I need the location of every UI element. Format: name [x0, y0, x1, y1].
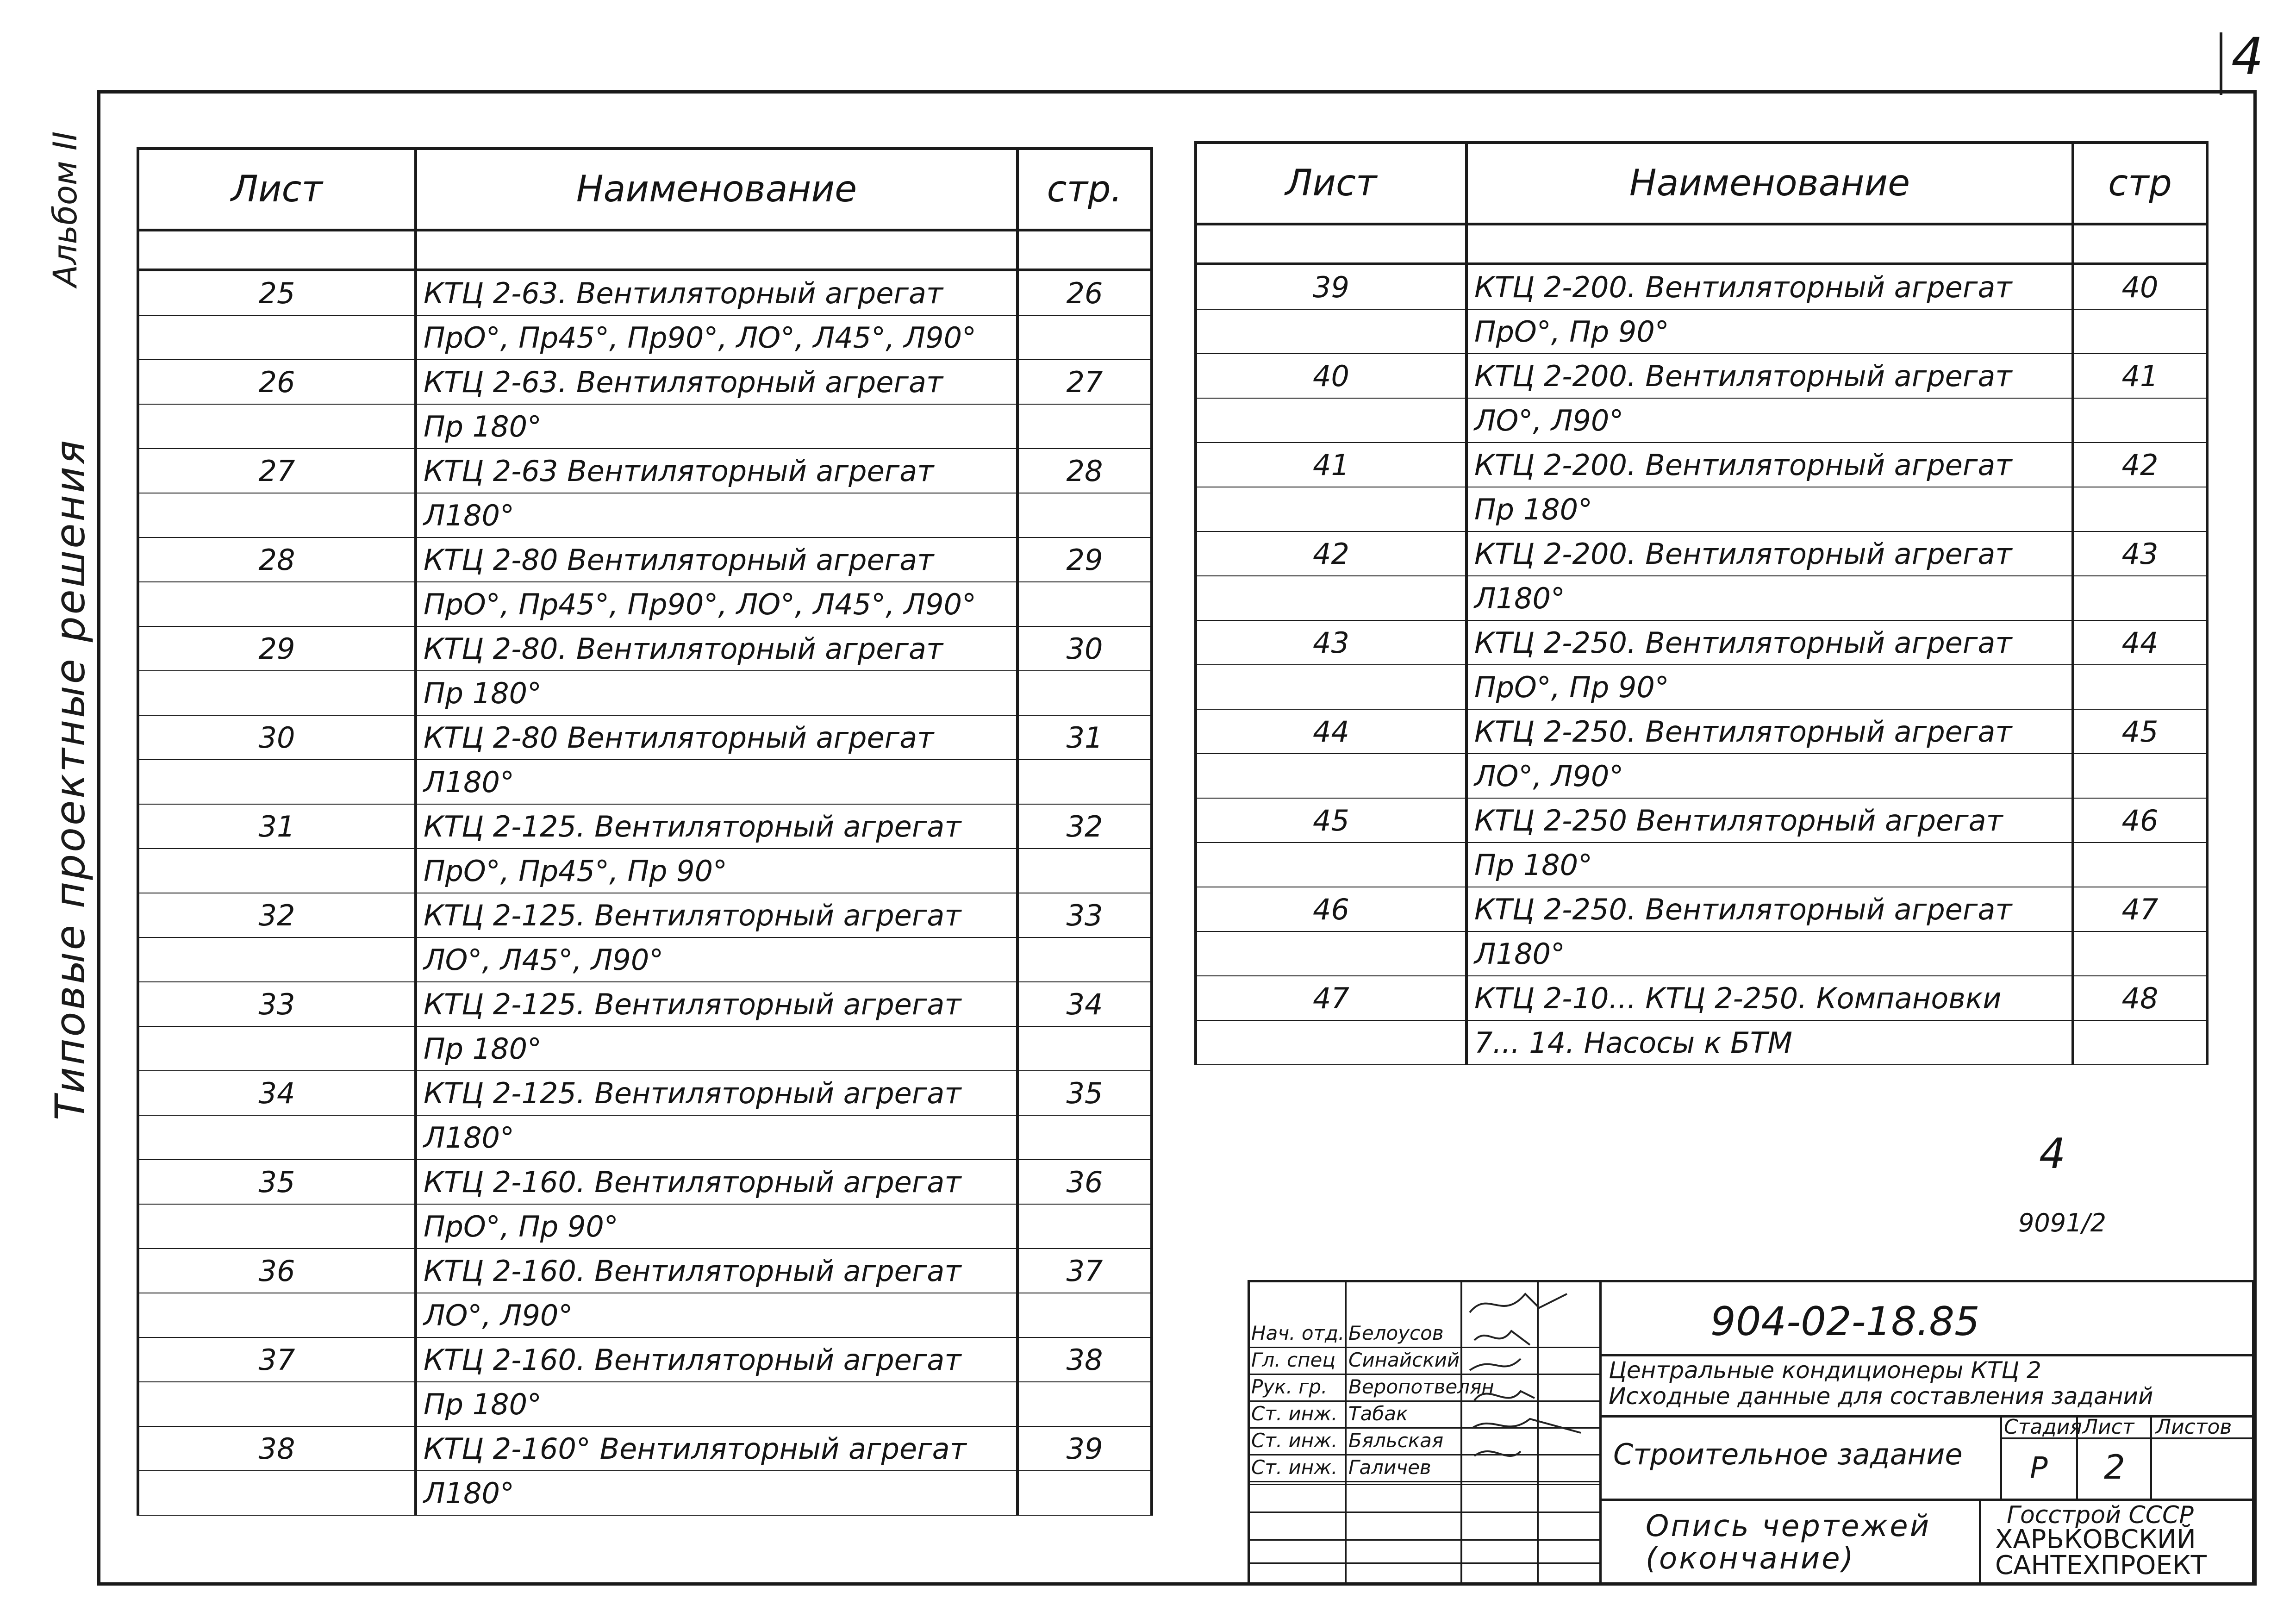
page-cell	[2073, 931, 2207, 976]
signatures	[1460, 1280, 1599, 1493]
page-cell	[1017, 760, 1152, 804]
name-cell: Пр 180°	[1466, 487, 2073, 531]
sheet-number-cell: 41	[1196, 443, 1466, 487]
name-cell: ЛО°, Л90°	[416, 1293, 1017, 1337]
name-cell: ПрО°, Пр45°, Пр90°, ЛО°, Л45°, Л90°	[416, 582, 1017, 626]
page-cell	[2073, 754, 2207, 798]
sheet-number-cell	[1196, 931, 1466, 976]
staff-name: Синайский	[1348, 1349, 1460, 1371]
sheet-number-cell: 36	[138, 1249, 416, 1293]
page-cell: 26	[1017, 270, 1152, 315]
staff-role: Ст. инж.	[1251, 1429, 1338, 1452]
page-cell: 35	[1017, 1071, 1152, 1115]
title-line-1: Центральные кондиционеры КТЦ 2	[1609, 1357, 2041, 1384]
page-cell: 33	[1017, 893, 1152, 937]
staff-row-divider-c	[1248, 1539, 1602, 1541]
page-cell: 41	[2073, 354, 2207, 398]
name-cell: КТЦ 2-160. Вентиляторный агрегат	[416, 1160, 1017, 1204]
page-cell: 28	[1017, 449, 1152, 493]
table-row	[1196, 264, 2207, 309]
sheet-number-cell	[138, 404, 416, 449]
page-cell	[2073, 398, 2207, 443]
signature-1	[1470, 1294, 1567, 1312]
page-cell: 47	[2073, 887, 2207, 931]
name-cell: КТЦ 2-125. Вентиляторный агрегат	[416, 1071, 1017, 1115]
margin-sheet-number: 4	[2039, 1130, 2066, 1178]
staff-role: Гл. спец	[1251, 1349, 1335, 1371]
sheet-number-cell	[138, 849, 416, 893]
table-row	[138, 1382, 1152, 1426]
staff-role: Ст. инж.	[1251, 1402, 1338, 1425]
sheet-number-cell: 42	[1196, 531, 1466, 576]
name-cell: ПрО°, Пр 90°	[1466, 665, 2073, 709]
drawing-list-table-right	[1194, 141, 2209, 1065]
sheet-number-cell: 31	[138, 804, 416, 849]
table-row	[138, 671, 1152, 715]
table-row	[1196, 976, 2207, 1020]
name-cell: Л180°	[416, 760, 1017, 804]
name-cell: КТЦ 2-63. Вентиляторный агрегат	[416, 270, 1017, 315]
sheet-number-cell: 47	[1196, 976, 1466, 1020]
page-cell: 36	[1017, 1160, 1152, 1204]
name-cell: КТЦ 2-80. Вентиляторный агрегат	[416, 626, 1017, 671]
title-line-2: Исходные данные для составления заданий	[1609, 1383, 2153, 1410]
name-divider	[1602, 1499, 2254, 1501]
sheet-label: Лист	[2083, 1415, 2134, 1439]
sheet-number-cell: 28	[138, 537, 416, 582]
name-cell: ПрО°, Пр45°, Пр90°, ЛО°, Л45°, Л90°	[416, 315, 1017, 360]
sheet-number-cell	[1196, 398, 1466, 443]
table-row	[1196, 754, 2207, 798]
sheet-number-cell: 38	[138, 1426, 416, 1471]
name-cell: КТЦ 2-10... КТЦ 2-250. Компановки	[1466, 976, 2073, 1020]
sheet-number-cell	[1196, 487, 1466, 531]
sheet-number-cell: 25	[138, 270, 416, 315]
page-cell: 46	[2073, 798, 2207, 843]
page-cell	[1017, 1026, 1152, 1071]
stage-value: Р	[2030, 1451, 2048, 1486]
table-row	[1196, 309, 2207, 354]
table-row	[138, 537, 1152, 582]
sheet-number-cell: 45	[1196, 798, 1466, 843]
table-row	[1196, 620, 2207, 665]
sheet-number-cell	[138, 493, 416, 537]
page-cell: 39	[1017, 1426, 1152, 1471]
sheet-number-cell	[1196, 665, 1466, 709]
table-row	[138, 982, 1152, 1026]
page-cell	[2073, 1020, 2207, 1065]
name-cell: Л180°	[416, 1115, 1017, 1160]
page-cell: 40	[2073, 264, 2207, 309]
drawing-list-table-left	[137, 147, 1153, 1516]
column-header-sheet: Лист	[138, 149, 416, 230]
document-code: 904-02-18.85	[1710, 1299, 1980, 1345]
sheet-number-cell	[138, 1382, 416, 1426]
table-row	[1196, 665, 2207, 709]
sheet-number-cell	[1196, 843, 1466, 887]
table-row	[138, 582, 1152, 626]
sheet-number-cell	[1196, 309, 1466, 354]
signature-5	[1472, 1419, 1581, 1433]
sheet-number-cell: 35	[138, 1160, 416, 1204]
name-cell: Пр 180°	[416, 1382, 1017, 1426]
staff-row-divider-d	[1248, 1562, 1602, 1564]
name-cell: ПрО°, Пр 90°	[1466, 309, 2073, 354]
name-cell: Пр 180°	[1466, 843, 2073, 887]
sheet-number-cell: 27	[138, 449, 416, 493]
page-cell	[1017, 404, 1152, 449]
drawing-name-line-1: Опись чертежей	[1646, 1509, 1931, 1543]
series-label: Типовые проектные решения	[46, 438, 94, 1120]
page-cell	[2073, 487, 2207, 531]
sheet-number-cell	[138, 1026, 416, 1071]
sheet-number-cell: 32	[138, 893, 416, 937]
org-divider	[1979, 1499, 1981, 1586]
table-row	[138, 1071, 1152, 1115]
page-cell: 31	[1017, 715, 1152, 760]
page-cell: 27	[1017, 360, 1152, 404]
org-line-3: САНТЕХПРОЕКТ	[1995, 1550, 2207, 1580]
name-cell: КТЦ 2-200. Вентиляторный агрегат	[1466, 264, 2073, 309]
signature-4	[1474, 1391, 1535, 1400]
page-number: 4	[2231, 27, 2264, 86]
table-row	[1196, 398, 2207, 443]
name-cell: Пр 180°	[416, 1026, 1017, 1071]
sheet-number-cell: 44	[1196, 709, 1466, 754]
name-cell: Пр 180°	[416, 671, 1017, 715]
page-cell	[1017, 1293, 1152, 1337]
page-cell	[2073, 576, 2207, 620]
name-cell: Л180°	[416, 1471, 1017, 1515]
page-cell	[1017, 1471, 1152, 1515]
signature-3	[1470, 1359, 1521, 1370]
table-row	[138, 1471, 1152, 1515]
sheet-number-cell	[138, 315, 416, 360]
sheet-number-cell: 46	[1196, 887, 1466, 931]
sheet-number-cell: 29	[138, 626, 416, 671]
drawing-name-line-2: (окончание)	[1646, 1542, 1855, 1576]
staff-row-divider-b	[1248, 1512, 1602, 1513]
sheet-number-cell	[1196, 754, 1466, 798]
header-spacer-row	[138, 230, 1152, 270]
name-cell: КТЦ 2-125. Вентиляторный агрегат	[416, 893, 1017, 937]
table-row	[1196, 354, 2207, 398]
staff-role: Нач. отд.	[1251, 1322, 1345, 1344]
page-cell	[1017, 849, 1152, 893]
column-header-page: стр.	[1017, 149, 1152, 230]
name-cell: КТЦ 2-250. Вентиляторный агрегат	[1466, 709, 2073, 754]
table-row	[138, 315, 1152, 360]
page-number-divider	[2220, 32, 2222, 95]
sheet-number-cell	[138, 1204, 416, 1249]
page-cell: 37	[1017, 1249, 1152, 1293]
staff-role: Рук. гр.	[1251, 1375, 1328, 1398]
name-cell: КТЦ 2-160. Вентиляторный агрегат	[416, 1249, 1017, 1293]
table-row	[1196, 531, 2207, 576]
page-cell	[1017, 1382, 1152, 1426]
stage-col-divider-2	[2150, 1415, 2152, 1499]
name-cell: ПрО°, Пр 90°	[416, 1204, 1017, 1249]
sheet-number-cell	[138, 1115, 416, 1160]
page-cell: 29	[1017, 537, 1152, 582]
sheet-number-cell: 43	[1196, 620, 1466, 665]
table-row	[138, 1426, 1152, 1471]
staff-name: Бяльская	[1348, 1429, 1444, 1452]
signature-6	[1474, 1451, 1521, 1456]
staff-name: Белоусов	[1348, 1322, 1444, 1344]
table-row	[1196, 798, 2207, 843]
page-cell: 45	[2073, 709, 2207, 754]
name-cell: КТЦ 2-200. Вентиляторный агрегат	[1466, 531, 2073, 576]
code-divider	[1602, 1354, 2254, 1356]
margin-document-code: 9091/2	[2018, 1208, 2106, 1237]
album-label: Альбом II	[46, 131, 84, 287]
name-cell: ЛО°, Л90°	[1466, 398, 2073, 443]
table-row	[138, 849, 1152, 893]
table-row	[1196, 576, 2207, 620]
sheet-number-cell	[138, 760, 416, 804]
sheet-number-cell: 33	[138, 982, 416, 1026]
name-cell: КТЦ 2-250. Вентиляторный агрегат	[1466, 887, 2073, 931]
sheet-number-cell: 39	[1196, 264, 1466, 309]
page-cell	[1017, 671, 1152, 715]
table-row	[1196, 487, 2207, 531]
table-row	[138, 804, 1152, 849]
column-header-page: стр	[2073, 143, 2207, 224]
table-row	[138, 715, 1152, 760]
staff-name: Галичев	[1348, 1456, 1431, 1479]
name-cell: ПрО°, Пр45°, Пр 90°	[416, 849, 1017, 893]
table-row	[138, 1115, 1152, 1160]
table-row	[1196, 443, 2207, 487]
page-cell: 34	[1017, 982, 1152, 1026]
sheet-number-cell	[138, 582, 416, 626]
page-cell	[1017, 582, 1152, 626]
table-row	[138, 1293, 1152, 1337]
table-row	[138, 449, 1152, 493]
section-name: Строительное задание	[1613, 1437, 1963, 1471]
page-cell	[1017, 1204, 1152, 1249]
table-row	[138, 1337, 1152, 1382]
staff-role: Ст. инж.	[1251, 1456, 1338, 1479]
name-cell: ЛО°, Л45°, Л90°	[416, 937, 1017, 982]
sheet-number-cell: 26	[138, 360, 416, 404]
org-line-2: ХАРЬКОВСКИЙ	[1995, 1524, 2196, 1555]
name-cell: Л180°	[416, 493, 1017, 537]
name-cell: КТЦ 2-160. Вентиляторный агрегат	[416, 1337, 1017, 1382]
page-cell: 32	[1017, 804, 1152, 849]
title-block	[1248, 1280, 2254, 1586]
sheets-label: Листов	[2156, 1415, 2232, 1439]
sheet-number-cell: 34	[138, 1071, 416, 1115]
sheet-value: 2	[2104, 1448, 2125, 1487]
table-row	[138, 1249, 1152, 1293]
sheet-number-cell	[138, 937, 416, 982]
sheet-number-cell	[1196, 1020, 1466, 1065]
table-row	[1196, 1020, 2207, 1065]
table-row	[138, 893, 1152, 937]
name-cell: КТЦ 2-125. Вентиляторный агрегат	[416, 804, 1017, 849]
page-cell	[1017, 493, 1152, 537]
sheet-number-cell: 30	[138, 715, 416, 760]
page-cell: 38	[1017, 1337, 1152, 1382]
signature-2	[1474, 1331, 1530, 1345]
page-cell	[2073, 665, 2207, 709]
page-cell	[1017, 315, 1152, 360]
name-cell: КТЦ 2-200. Вентиляторный агрегат	[1466, 443, 2073, 487]
page-cell: 44	[2073, 620, 2207, 665]
column-header-name: Наименование	[1466, 143, 2073, 224]
column-header-sheet: Лист	[1196, 143, 1466, 224]
sheet-number-cell	[138, 1471, 416, 1515]
name-cell: КТЦ 2-250. Вентиляторный агрегат	[1466, 620, 2073, 665]
table-row	[1196, 843, 2207, 887]
sheet-number-cell	[138, 671, 416, 715]
table-row	[138, 937, 1152, 982]
table-row	[138, 404, 1152, 449]
table-row	[138, 1204, 1152, 1249]
table-row	[138, 760, 1152, 804]
page-cell	[1017, 1115, 1152, 1160]
table-row	[138, 1026, 1152, 1071]
name-cell: ЛО°, Л90°	[1466, 754, 2073, 798]
header-spacer-row	[1196, 224, 2207, 264]
name-cell: КТЦ 2-200. Вентиляторный агрегат	[1466, 354, 2073, 398]
page-cell	[1017, 937, 1152, 982]
table-row	[138, 360, 1152, 404]
sheet-number-cell	[1196, 576, 1466, 620]
page-cell	[2073, 843, 2207, 887]
sheet-number-cell: 37	[138, 1337, 416, 1382]
name-cell: Л180°	[1466, 576, 2073, 620]
name-cell: 7... 14. Насосы к БТМ	[1466, 1020, 2073, 1065]
table-row	[1196, 709, 2207, 754]
sheet-number-cell	[138, 1293, 416, 1337]
table-row	[138, 270, 1152, 315]
name-cell: КТЦ 2-250 Вентиляторный агрегат	[1466, 798, 2073, 843]
table-row	[1196, 887, 2207, 931]
sheet-number-cell: 40	[1196, 354, 1466, 398]
org-line-1: Госстрой СССР	[2007, 1501, 2194, 1529]
table-row	[138, 1160, 1152, 1204]
page-cell	[2073, 309, 2207, 354]
column-header-name: Наименование	[416, 149, 1017, 230]
table-row	[138, 493, 1152, 537]
name-cell: Л180°	[1466, 931, 2073, 976]
table-row	[1196, 931, 2207, 976]
name-cell: КТЦ 2-63. Вентиляторный агрегат	[416, 360, 1017, 404]
name-cell: КТЦ 2-160° Вентиляторный агрегат	[416, 1426, 1017, 1471]
page-cell: 48	[2073, 976, 2207, 1020]
staff-name: Веропотвелян	[1348, 1375, 1494, 1398]
name-cell: КТЦ 2-80 Вентиляторный агрегат	[416, 715, 1017, 760]
name-cell: Пр 180°	[416, 404, 1017, 449]
page-cell: 42	[2073, 443, 2207, 487]
stage-label: Стадия	[2004, 1415, 2082, 1439]
page-cell: 43	[2073, 531, 2207, 576]
name-cell: КТЦ 2-63 Вентиляторный агрегат	[416, 449, 1017, 493]
page-cell: 30	[1017, 626, 1152, 671]
name-cell: КТЦ 2-80 Вентиляторный агрегат	[416, 537, 1017, 582]
name-cell: КТЦ 2-125. Вентиляторный агрегат	[416, 982, 1017, 1026]
staff-name: Табак	[1348, 1402, 1408, 1425]
table-row	[138, 626, 1152, 671]
